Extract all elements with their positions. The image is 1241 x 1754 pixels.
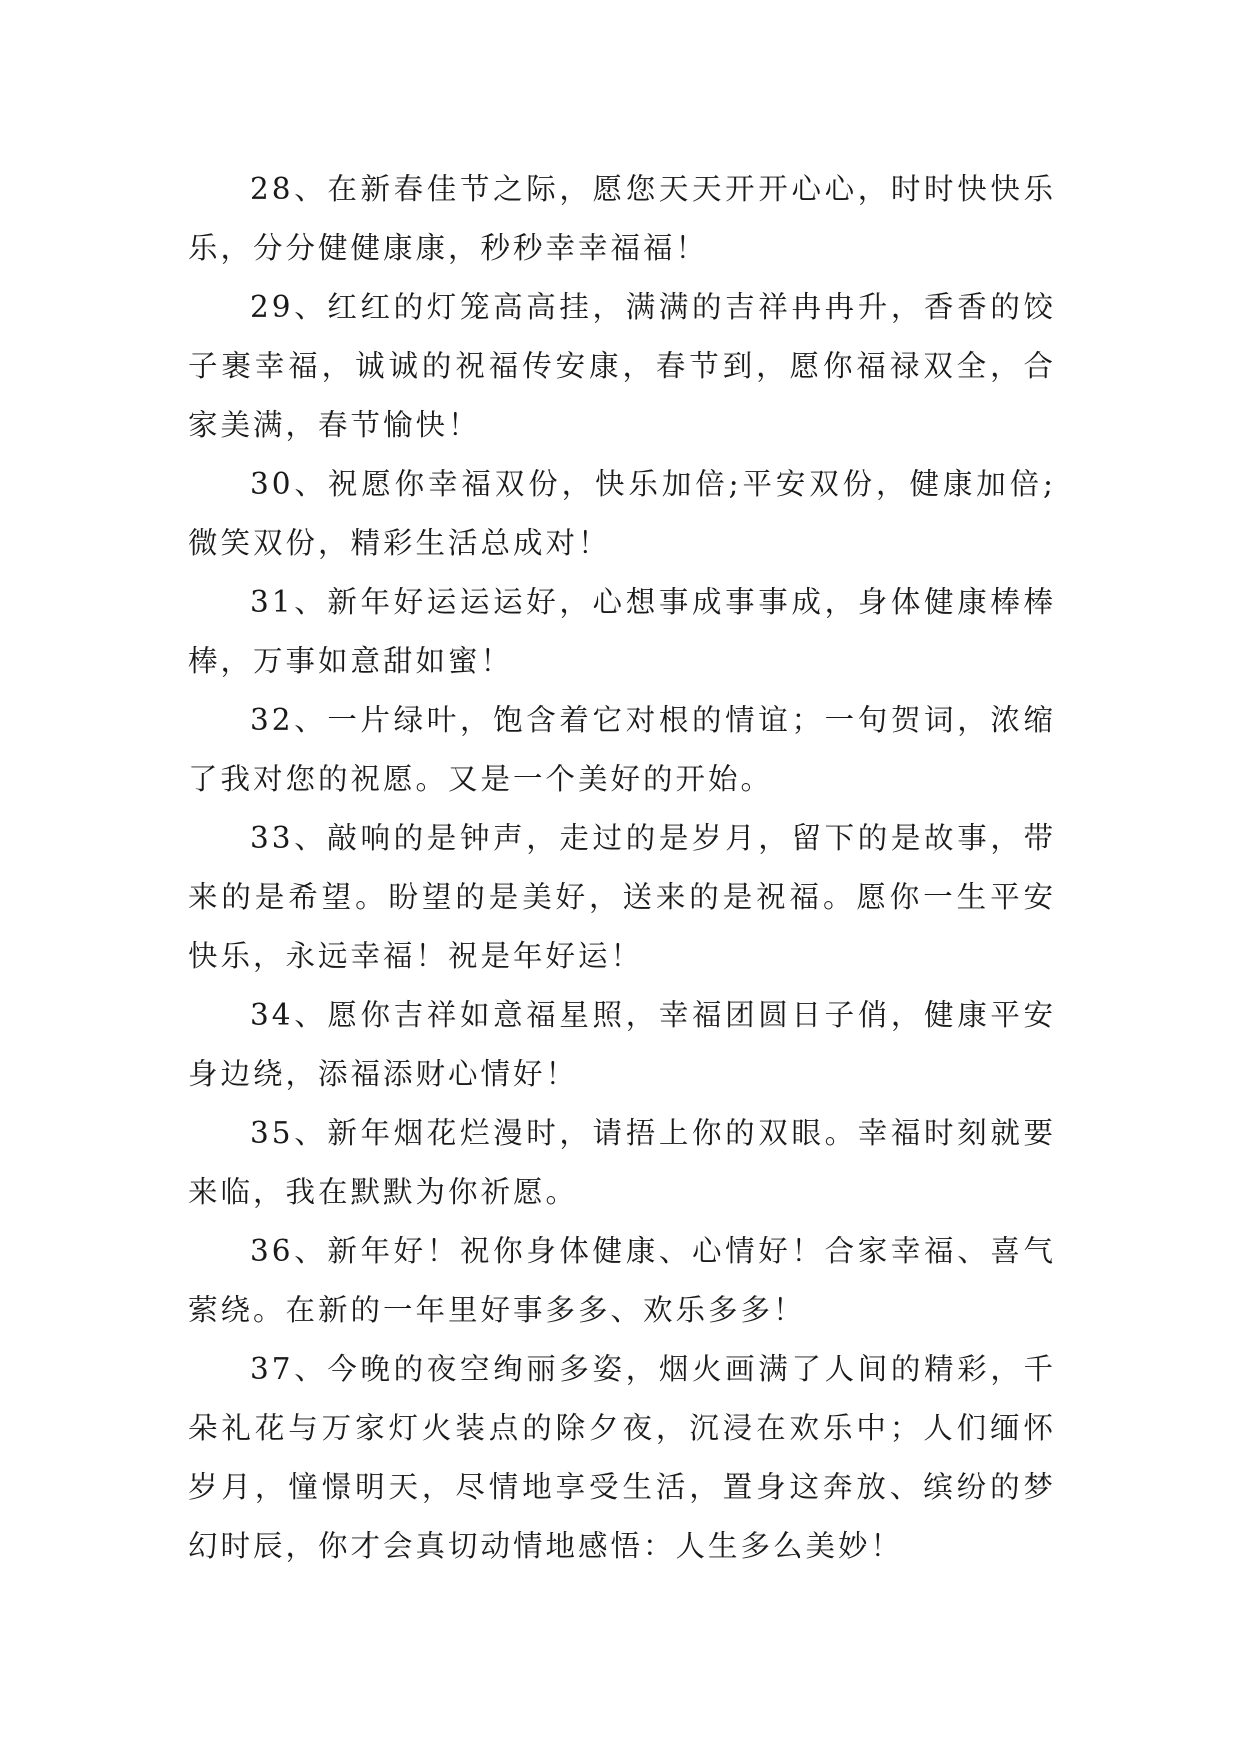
document-body	[188, 160, 1056, 1576]
greeting-paragraph-37: 37、今晚的夜空绚丽多姿，烟火画满了人间的精彩，千朵礼花与万家灯火装点的除夕夜，沉浸在欢乐中；人们缅怀岁月，憧憬明天，尽情地享受生活，置身这奔放、缤纷的梦幻时辰，你才会真切动情地感悟：人生多么美妙！	[188, 1352, 1056, 1563]
greeting-paragraph-29: 29、红红的灯笼高高挂，满满的吉祥冉冉升，香香的饺子裹幸福，诚诚的祝福传安康，春节到，愿你福禄双全，合家美满，春节愉快！	[188, 290, 1056, 442]
greeting-paragraph-31: 31、新年好运运运好，心想事成事事成，身体健康棒棒棒，万事如意甜如蜜！	[188, 585, 1056, 678]
greeting-paragraph-34: 34、愿你吉祥如意福星照，幸福团圆日子俏，健康平安身边绕，添福添财心情好！	[188, 998, 1056, 1091]
greeting-paragraph-33: 33、敲响的是钟声，走过的是岁月，留下的是故事，带来的是希望。盼望的是美好，送来的是祝福。愿你一生平安快乐，永远幸福！祝是年好运！	[188, 821, 1056, 973]
greeting-paragraph-35: 35、新年烟花烂漫时，请捂上你的双眼。幸福时刻就要来临，我在默默为你祈愿。	[188, 1116, 1056, 1209]
greeting-paragraph-32: 32、一片绿叶，饱含着它对根的情谊；一句贺词，浓缩了我对您的祝愿。又是一个美好的开始。	[188, 703, 1056, 796]
greeting-paragraph-30: 30、祝愿你幸福双份，快乐加倍;平安双份，健康加倍;微笑双份，精彩生活总成对！	[188, 467, 1056, 560]
greeting-paragraph-28: 28、在新春佳节之际，愿您天天开开心心，时时快快乐乐，分分健健康康，秒秒幸幸福福！	[188, 172, 1056, 265]
greeting-paragraph-36: 36、新年好！祝你身体健康、心情好！合家幸福、喜气萦绕。在新的一年里好事多多、欢乐多多！	[188, 1234, 1056, 1327]
